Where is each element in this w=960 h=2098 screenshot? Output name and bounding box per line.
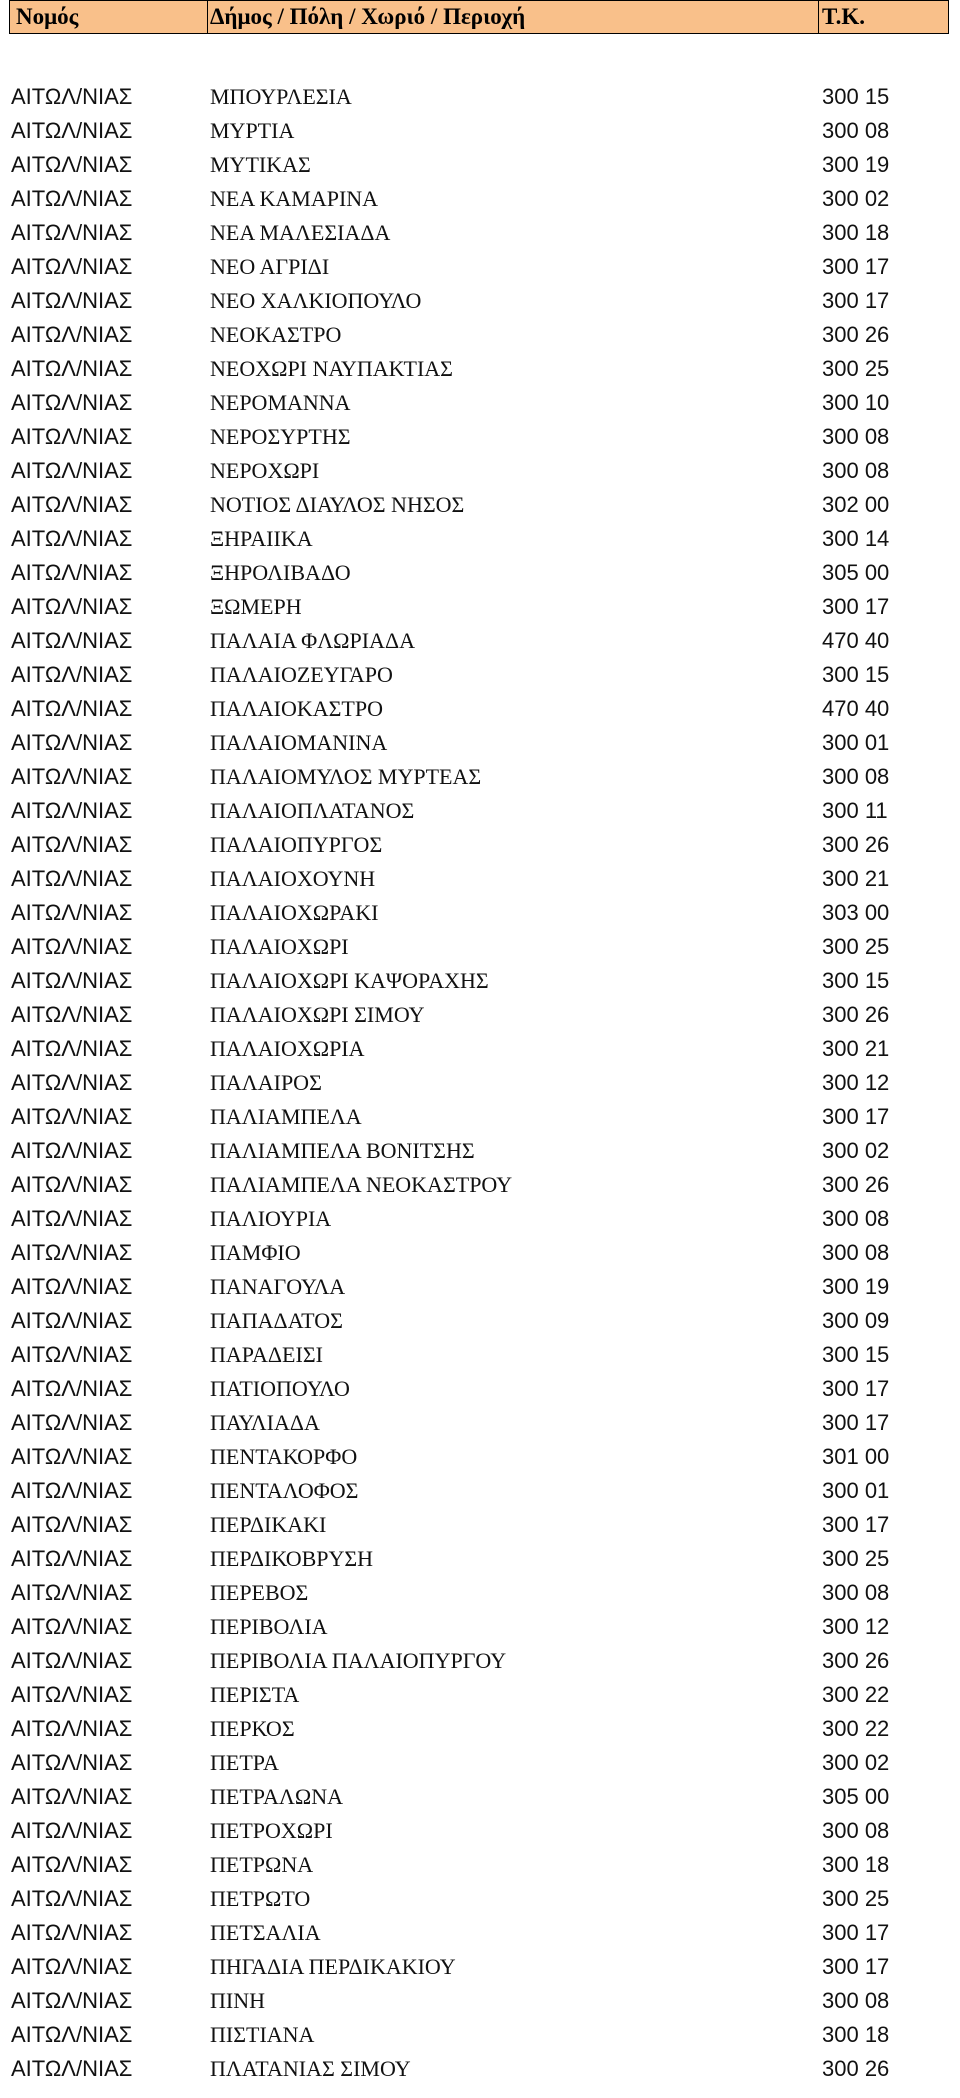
- cell-nomos: ΑΙΤΩΛ/ΝΙΑΣ: [11, 220, 133, 245]
- cell-nomos: ΑΙΤΩΛ/ΝΙΑΣ: [11, 1308, 133, 1333]
- cell-nomos: ΑΙΤΩΛ/ΝΙΑΣ: [11, 1138, 133, 1163]
- cell-tk: 300 17: [822, 288, 890, 313]
- cell-nomos: ΑΙΤΩΛ/ΝΙΑΣ: [11, 798, 133, 823]
- cell-nomos: ΑΙΤΩΛ/ΝΙΑΣ: [11, 628, 133, 653]
- table-row: [0, 1410, 960, 1444]
- cell-tk: 300 08: [822, 1206, 890, 1231]
- table-row: [0, 1818, 960, 1852]
- table-row: [0, 764, 960, 798]
- table-row: [0, 1172, 960, 1206]
- cell-tk: 300 17: [822, 1954, 890, 1979]
- cell-nomos: ΑΙΤΩΛ/ΝΙΑΣ: [11, 2056, 133, 2081]
- cell-nomos: ΑΙΤΩΛ/ΝΙΑΣ: [11, 696, 133, 721]
- cell-nomos: ΑΙΤΩΛ/ΝΙΑΣ: [11, 1988, 133, 2013]
- table-row: [0, 390, 960, 424]
- table-row: [0, 662, 960, 696]
- table-row: [0, 1308, 960, 1342]
- cell-nomos: ΑΙΤΩΛ/ΝΙΑΣ: [11, 356, 133, 381]
- cell-nomos: ΑΙΤΩΛ/ΝΙΑΣ: [11, 1886, 133, 1911]
- cell-tk: 470 40: [822, 628, 890, 653]
- cell-nomos: ΑΙΤΩΛ/ΝΙΑΣ: [11, 1920, 133, 1945]
- cell-nomos: ΑΙΤΩΛ/ΝΙΑΣ: [11, 1172, 133, 1197]
- table-row: [0, 1580, 960, 1614]
- cell-tk: 301 00: [822, 1444, 890, 1469]
- table-row: [0, 866, 960, 900]
- cell-place: ΝΕΟ ΧΑΛΚΙΟΠΟΥΛΟ: [210, 288, 422, 313]
- table-row: [0, 356, 960, 390]
- cell-place: ΠΑΛΑΙΟΧΩΡΑΚΙ: [210, 900, 379, 925]
- cell-tk: 300 17: [822, 254, 890, 279]
- table-row: [0, 288, 960, 322]
- table-body: [0, 84, 960, 2090]
- cell-nomos: ΑΙΤΩΛ/ΝΙΑΣ: [11, 1240, 133, 1265]
- header-tk: Τ.Κ.: [822, 4, 866, 29]
- cell-place: ΝΕΟΚΑΣΤΡΟ: [210, 322, 342, 347]
- cell-tk: 300 26: [822, 322, 890, 347]
- cell-place: ΜΥΤΙΚΑΣ: [210, 152, 311, 177]
- cell-place: ΠΕΤΡΩΝΑ: [210, 1852, 314, 1877]
- table-row: [0, 934, 960, 968]
- table-row: [0, 1036, 960, 1070]
- table-row: [0, 1546, 960, 1580]
- table-row: [0, 2056, 960, 2090]
- cell-place: ΠΕΤΡΩΤΟ: [210, 1886, 311, 1911]
- cell-place: ΠΕΡΙΒΟΛΙΑ ΠΑΛΑΙΟΠΥΡΓΟΥ: [210, 1648, 507, 1673]
- cell-tk: 300 21: [822, 1036, 890, 1061]
- cell-tk: 300 18: [822, 1852, 890, 1877]
- table-row: [0, 152, 960, 186]
- cell-tk: 303 00: [822, 900, 890, 925]
- cell-tk: 300 26: [822, 832, 890, 857]
- cell-nomos: ΑΙΤΩΛ/ΝΙΑΣ: [11, 832, 133, 857]
- cell-nomos: ΑΙΤΩΛ/ΝΙΑΣ: [11, 1580, 133, 1605]
- cell-tk: 300 14: [822, 526, 890, 551]
- table-row: [0, 1716, 960, 1750]
- cell-place: ΝΕΟΧΩΡΙ ΝΑΥΠΑΚΤΙΑΣ: [210, 356, 453, 381]
- cell-tk: 300 15: [822, 84, 890, 109]
- cell-tk: 300 22: [822, 1682, 890, 1707]
- cell-tk: 302 00: [822, 492, 890, 517]
- cell-tk: 300 15: [822, 662, 890, 687]
- cell-place: ΠΑΡΑΔΕΙΣΙ: [210, 1342, 323, 1367]
- cell-tk: 300 12: [822, 1070, 890, 1095]
- table-row: [0, 1342, 960, 1376]
- cell-tk: 300 19: [822, 1274, 890, 1299]
- cell-place: ΝΟΤΙΟΣ ΔΙΑΥΛΟΣ ΝΗΣΟΣ: [210, 492, 465, 517]
- cell-place: ΠΕΤΡΑΛΩΝΑ: [210, 1784, 343, 1809]
- cell-tk: 300 08: [822, 1240, 890, 1265]
- cell-tk: 300 15: [822, 1342, 890, 1367]
- header-place: Δήμος / Πόλη / Χωριό / Περιοχή: [210, 4, 526, 29]
- cell-tk: 300 10: [822, 390, 890, 415]
- cell-place: ΠΑΛΑΙΟΜΑΝΙΝΑ: [210, 730, 388, 755]
- cell-nomos: ΑΙΤΩΛ/ΝΙΑΣ: [11, 2022, 133, 2047]
- cell-nomos: ΑΙΤΩΛ/ΝΙΑΣ: [11, 288, 133, 313]
- cell-place: ΞΗΡΑΙΙΚΑ: [210, 526, 313, 551]
- table-row: [0, 696, 960, 730]
- table-row: [0, 1104, 960, 1138]
- cell-place: ΞΩΜΕΡΗ: [210, 594, 302, 619]
- cell-place: ΠΑΛΑΙΟΚΑΣΤΡΟ: [210, 696, 383, 721]
- cell-tk: 300 26: [822, 1002, 890, 1027]
- cell-tk: 470 40: [822, 696, 890, 721]
- cell-nomos: ΑΙΤΩΛ/ΝΙΑΣ: [11, 1478, 133, 1503]
- cell-place: ΠΕΤΡΟΧΩΡΙ: [210, 1818, 333, 1843]
- cell-nomos: ΑΙΤΩΛ/ΝΙΑΣ: [11, 560, 133, 585]
- cell-tk: 300 02: [822, 186, 890, 211]
- cell-nomos: ΑΙΤΩΛ/ΝΙΑΣ: [11, 152, 133, 177]
- table-row: [0, 1240, 960, 1274]
- cell-place: ΠΑΛΙΑΜΠΕΛΑ ΝΕΟΚΑΣΤΡΟΥ: [210, 1172, 513, 1197]
- cell-place: ΝΕΡΟΣΥΡΤΗΣ: [210, 424, 351, 449]
- table-row: [0, 1376, 960, 1410]
- table-row: [0, 1002, 960, 1036]
- cell-place: ΠΕΡΙΒΟΛΙΑ: [210, 1614, 328, 1639]
- cell-nomos: ΑΙΤΩΛ/ΝΙΑΣ: [11, 1546, 133, 1571]
- cell-nomos: ΑΙΤΩΛ/ΝΙΑΣ: [11, 390, 133, 415]
- cell-nomos: ΑΙΤΩΛ/ΝΙΑΣ: [11, 730, 133, 755]
- header-nomos: Νομός: [16, 4, 79, 29]
- cell-place: ΝΕΡΟΜΑΝΝΑ: [210, 390, 351, 415]
- cell-nomos: ΑΙΤΩΛ/ΝΙΑΣ: [11, 322, 133, 347]
- cell-tk: 300 15: [822, 968, 890, 993]
- cell-place: ΠΑΜΦΙΟ: [210, 1240, 301, 1265]
- table-row: [0, 832, 960, 866]
- cell-place: ΠΑΛΑΙΟΧΩΡΙ ΣΙΜΟΥ: [210, 1002, 425, 1027]
- table-row: [0, 526, 960, 560]
- table-row: [0, 1512, 960, 1546]
- cell-tk: 305 00: [822, 1784, 890, 1809]
- cell-tk: 300 08: [822, 424, 890, 449]
- table-row: [0, 1784, 960, 1818]
- cell-tk: 305 00: [822, 560, 890, 585]
- cell-tk: 300 17: [822, 1512, 890, 1537]
- cell-nomos: ΑΙΤΩΛ/ΝΙΑΣ: [11, 594, 133, 619]
- cell-tk: 300 12: [822, 1614, 890, 1639]
- cell-tk: 300 08: [822, 1818, 890, 1843]
- cell-nomos: ΑΙΤΩΛ/ΝΙΑΣ: [11, 1818, 133, 1843]
- cell-tk: 300 21: [822, 866, 890, 891]
- table-row: [0, 1988, 960, 2022]
- cell-place: ΠΗΓΑΔΙΑ ΠΕΡΔΙΚΑΚΙΟΥ: [210, 1954, 456, 1979]
- table-row: [0, 730, 960, 764]
- cell-nomos: ΑΙΤΩΛ/ΝΙΑΣ: [11, 1036, 133, 1061]
- cell-place: ΠΑΛΑΙΑ ΦΛΩΡΙΑΔΑ: [210, 628, 415, 653]
- cell-nomos: ΑΙΤΩΛ/ΝΙΑΣ: [11, 1512, 133, 1537]
- cell-tk: 300 08: [822, 1988, 890, 2013]
- table-row: [0, 322, 960, 356]
- cell-place: ΠΑΛΑΙΟΧΟΥΝΗ: [210, 866, 376, 891]
- cell-nomos: ΑΙΤΩΛ/ΝΙΑΣ: [11, 934, 133, 959]
- cell-tk: 300 25: [822, 1546, 890, 1571]
- cell-place: ΝΕΑ ΜΑΛΕΣΙΑΔΑ: [210, 220, 391, 245]
- table-row: [0, 968, 960, 1002]
- cell-tk: 300 08: [822, 118, 890, 143]
- table-row: [0, 628, 960, 662]
- cell-nomos: ΑΙΤΩΛ/ΝΙΑΣ: [11, 1206, 133, 1231]
- cell-tk: 300 17: [822, 1410, 890, 1435]
- cell-place: ΠΑΛΙΑΜΠΕΛΑ ΒΟΝΙΤΣΗΣ: [210, 1138, 475, 1163]
- cell-place: ΠΕΡΔΙΚΟΒΡΥΣΗ: [210, 1546, 374, 1571]
- table-row: [0, 1478, 960, 1512]
- cell-tk: 300 01: [822, 1478, 890, 1503]
- cell-place: ΠΕΤΣΑΛΙΑ: [210, 1920, 321, 1945]
- table-row: [0, 84, 960, 118]
- cell-nomos: ΑΙΤΩΛ/ΝΙΑΣ: [11, 1376, 133, 1401]
- header-divider: [207, 1, 208, 33]
- cell-nomos: ΑΙΤΩΛ/ΝΙΑΣ: [11, 1750, 133, 1775]
- cell-nomos: ΑΙΤΩΛ/ΝΙΑΣ: [11, 866, 133, 891]
- table-row: [0, 1886, 960, 1920]
- table-row: [0, 1070, 960, 1104]
- cell-nomos: ΑΙΤΩΛ/ΝΙΑΣ: [11, 1784, 133, 1809]
- cell-place: ΠΑΛΑΙΟΜΥΛΟΣ ΜΥΡΤΕΑΣ: [210, 764, 482, 789]
- table-row: [0, 1274, 960, 1308]
- cell-nomos: ΑΙΤΩΛ/ΝΙΑΣ: [11, 1648, 133, 1673]
- cell-place: ΝΕΑ ΚΑΜΑΡΙΝΑ: [210, 186, 379, 211]
- cell-tk: 300 02: [822, 1138, 890, 1163]
- table-row: [0, 560, 960, 594]
- cell-nomos: ΑΙΤΩΛ/ΝΙΑΣ: [11, 1682, 133, 1707]
- cell-nomos: ΑΙΤΩΛ/ΝΙΑΣ: [11, 1852, 133, 1877]
- table-row: [0, 1614, 960, 1648]
- cell-place: ΜΠΟΥΡΛΕΣΙΑ: [210, 84, 352, 109]
- cell-nomos: ΑΙΤΩΛ/ΝΙΑΣ: [11, 1410, 133, 1435]
- table-row: [0, 1206, 960, 1240]
- cell-nomos: ΑΙΤΩΛ/ΝΙΑΣ: [11, 118, 133, 143]
- table-row: [0, 1954, 960, 1988]
- cell-nomos: ΑΙΤΩΛ/ΝΙΑΣ: [11, 968, 133, 993]
- cell-place: ΜΥΡΤΙΑ: [210, 118, 295, 143]
- table-row: [0, 1682, 960, 1716]
- cell-place: ΠΑΤΙΟΠΟΥΛΟ: [210, 1376, 350, 1401]
- cell-nomos: ΑΙΤΩΛ/ΝΙΑΣ: [11, 1104, 133, 1129]
- cell-tk: 300 25: [822, 356, 890, 381]
- table-row: [0, 186, 960, 220]
- cell-place: ΠΕΤΡΑ: [210, 1750, 279, 1775]
- cell-tk: 300 17: [822, 594, 890, 619]
- cell-nomos: ΑΙΤΩΛ/ΝΙΑΣ: [11, 900, 133, 925]
- cell-tk: 300 25: [822, 1886, 890, 1911]
- cell-tk: 300 01: [822, 730, 890, 755]
- header-divider: [818, 1, 819, 33]
- table-row: [0, 798, 960, 832]
- cell-place: ΠΑΥΛΙΑΔΑ: [210, 1410, 320, 1435]
- cell-place: ΠΕΡΙΣΤΑ: [210, 1682, 300, 1707]
- cell-place: ΠΑΛΙΑΜΠΕΛΑ: [210, 1104, 362, 1129]
- cell-nomos: ΑΙΤΩΛ/ΝΙΑΣ: [11, 1070, 133, 1095]
- cell-tk: 300 02: [822, 1750, 890, 1775]
- table-row: [0, 1852, 960, 1886]
- cell-place: ΠΙΝΗ: [210, 1988, 265, 2013]
- cell-place: ΠΑΠΑΔΑΤΟΣ: [210, 1308, 343, 1333]
- table-row: [0, 458, 960, 492]
- cell-place: ΠΑΛΑΙΟΧΩΡΙΑ: [210, 1036, 365, 1061]
- cell-place: ΠΑΛΑΙΟΖΕΥΓΑΡΟ: [210, 662, 393, 687]
- cell-place: ΝΕΡΟΧΩΡΙ: [210, 458, 320, 483]
- table-row: [0, 220, 960, 254]
- cell-tk: 300 17: [822, 1104, 890, 1129]
- cell-tk: 300 26: [822, 2056, 890, 2081]
- table-row: [0, 2022, 960, 2056]
- cell-place: ΝΕΟ ΑΓΡΙΔΙ: [210, 254, 330, 279]
- cell-tk: 300 09: [822, 1308, 890, 1333]
- table-row: [0, 1648, 960, 1682]
- table-row: [0, 254, 960, 288]
- table-header: [9, 0, 949, 34]
- cell-nomos: ΑΙΤΩΛ/ΝΙΑΣ: [11, 424, 133, 449]
- cell-tk: 300 08: [822, 764, 890, 789]
- cell-nomos: ΑΙΤΩΛ/ΝΙΑΣ: [11, 1954, 133, 1979]
- cell-place: ΠΑΝΑΓΟΥΛΑ: [210, 1274, 346, 1299]
- cell-place: ΠΕΝΤΑΛΟΦΟΣ: [210, 1478, 359, 1503]
- cell-tk: 300 17: [822, 1920, 890, 1945]
- cell-nomos: ΑΙΤΩΛ/ΝΙΑΣ: [11, 1716, 133, 1741]
- cell-tk: 300 11: [822, 798, 888, 823]
- table-row: [0, 900, 960, 934]
- cell-tk: 300 17: [822, 1376, 890, 1401]
- cell-place: ΠΑΛΑΙΟΧΩΡΙ: [210, 934, 349, 959]
- cell-nomos: ΑΙΤΩΛ/ΝΙΑΣ: [11, 84, 133, 109]
- cell-tk: 300 08: [822, 458, 890, 483]
- cell-place: ΠΑΛΑΙΟΠΛΑΤΑΝΟΣ: [210, 798, 415, 823]
- cell-tk: 300 18: [822, 2022, 890, 2047]
- cell-place: ΠΑΛΑΙΟΠΥΡΓΟΣ: [210, 832, 383, 857]
- cell-nomos: ΑΙΤΩΛ/ΝΙΑΣ: [11, 1274, 133, 1299]
- cell-tk: 300 26: [822, 1648, 890, 1673]
- table-row: [0, 118, 960, 152]
- cell-nomos: ΑΙΤΩΛ/ΝΙΑΣ: [11, 492, 133, 517]
- table-row: [0, 1138, 960, 1172]
- cell-tk: 300 22: [822, 1716, 890, 1741]
- cell-nomos: ΑΙΤΩΛ/ΝΙΑΣ: [11, 458, 133, 483]
- cell-tk: 300 25: [822, 934, 890, 959]
- table-row: [0, 1750, 960, 1784]
- cell-nomos: ΑΙΤΩΛ/ΝΙΑΣ: [11, 764, 133, 789]
- cell-tk: 300 08: [822, 1580, 890, 1605]
- cell-tk: 300 19: [822, 152, 890, 177]
- table-row: [0, 424, 960, 458]
- cell-tk: 300 26: [822, 1172, 890, 1197]
- cell-place: ΠΑΛΑΙΟΧΩΡΙ ΚΑΨΟΡΑΧΗΣ: [210, 968, 489, 993]
- cell-tk: 300 18: [822, 220, 890, 245]
- cell-nomos: ΑΙΤΩΛ/ΝΙΑΣ: [11, 662, 133, 687]
- cell-place: ΠΙΣΤΙΑΝΑ: [210, 2022, 315, 2047]
- cell-place: ΞΗΡΟΛΙΒΑΔΟ: [210, 560, 351, 585]
- table-row: [0, 492, 960, 526]
- cell-place: ΠΕΝΤΑΚΟΡΦΟ: [210, 1444, 358, 1469]
- cell-place: ΠΑΛΙΟΥΡΙΑ: [210, 1206, 332, 1231]
- table-row: [0, 1444, 960, 1478]
- cell-nomos: ΑΙΤΩΛ/ΝΙΑΣ: [11, 186, 133, 211]
- cell-place: ΠΑΛΑΙΡΟΣ: [210, 1070, 322, 1095]
- cell-nomos: ΑΙΤΩΛ/ΝΙΑΣ: [11, 1444, 133, 1469]
- cell-nomos: ΑΙΤΩΛ/ΝΙΑΣ: [11, 526, 133, 551]
- cell-place: ΠΕΡΚΟΣ: [210, 1716, 295, 1741]
- cell-nomos: ΑΙΤΩΛ/ΝΙΑΣ: [11, 1002, 133, 1027]
- cell-nomos: ΑΙΤΩΛ/ΝΙΑΣ: [11, 1342, 133, 1367]
- table-row: [0, 1920, 960, 1954]
- cell-nomos: ΑΙΤΩΛ/ΝΙΑΣ: [11, 254, 133, 279]
- cell-place: ΠΛΑΤΑΝΙΑΣ ΣΙΜΟΥ: [210, 2056, 411, 2081]
- cell-nomos: ΑΙΤΩΛ/ΝΙΑΣ: [11, 1614, 133, 1639]
- cell-place: ΠΕΡΕΒΟΣ: [210, 1580, 309, 1605]
- cell-place: ΠΕΡΔΙΚΑΚΙ: [210, 1512, 327, 1537]
- table-row: [0, 594, 960, 628]
